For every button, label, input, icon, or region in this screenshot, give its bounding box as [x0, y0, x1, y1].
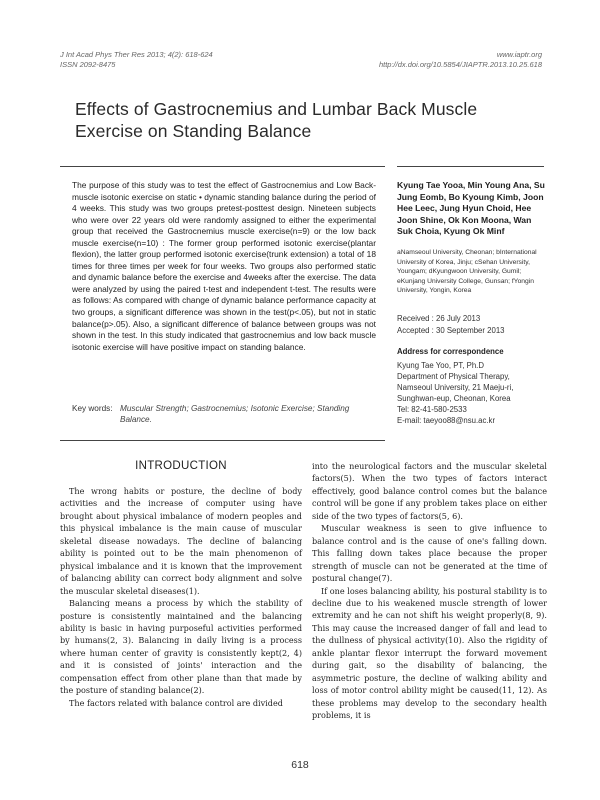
correspondence-line: Kyung Tae Yoo, PT, Ph.D [397, 361, 484, 370]
journal-header [60, 50, 213, 70]
divider [397, 166, 544, 167]
accepted-date: Accepted : 30 September 2013 [397, 325, 505, 335]
correspondence-line: Sunghwan-eup, Cheonan, Korea [397, 394, 511, 403]
section-heading: INTRODUCTION [135, 460, 227, 472]
body-paragraph: The wrong habits or posture, the decline of body activities and the increase of computer using have brought about physical imbalance of modern peoples and this physical imbalance is the main cause of muscular skeletal disease nowadays. The decline of balancing ability is pointed out to be the main phenomenon of physical imbalance and it is known that the improvement of balancing ability can correct body alignment and solve the muscular skeletal diseases(1). [60, 486, 302, 596]
divider [60, 166, 385, 167]
body-column-right [312, 460, 547, 722]
received-date: Received : 26 July 2013 [397, 314, 481, 323]
article-dates [397, 313, 547, 336]
divider [60, 440, 385, 441]
body-paragraph: into the neurological factors and the muscular skeletal factors(5). When the two types of factors interact effectively, good balance control comes but the balance control will be gone if any problem takes place on either side of the two types of factors(5, 6). [312, 461, 547, 521]
keywords-label: Key words: [72, 404, 113, 413]
journal-links [379, 50, 542, 70]
journal-citation: J Int Acad Phys Ther Res 2013; 4(2): 618-624 [60, 50, 213, 59]
correspondence-line: Namseoul University, 21 Maeju-ri, [397, 383, 514, 392]
journal-website[interactable]: www.iaptr.org [496, 50, 542, 59]
correspondence-email[interactable]: E-mail: taeyoo88@nsu.ac.kr [397, 416, 496, 425]
keywords-text: Muscular Strength; Gastrocnemius; Isotonic Exercise; Standing Balance. [120, 404, 350, 424]
page-number: 618 [291, 759, 309, 771]
paper-title: Effects of Gastrocnemius and Lumbar Back Muscle Exercise on Standing Balance [75, 99, 478, 141]
keywords [72, 403, 376, 425]
author-list: Kyung Tae Yooa, Min Young Ana, Su Jung Eomb, Bo Kyoung Kimb, Joon Hee Leec, Jung Hyun Choid, Hee Joon Shine, Ok Kon Moona, Wan Suk Choia, Kyung Ok Minf [397, 180, 545, 236]
correspondence-line: Tel: 82-41-580-2533 [397, 405, 467, 414]
body-paragraph: Muscular weakness is seen to give influence to balance control and is the cause of one's falling down. This falling down takes place because the proper strength of muscle can not be generated at the time of postural change(7). [312, 523, 547, 584]
abstract: The purpose of this study was to test the effect of Gastrocnemius and Low Back-muscle isotonic exercise on static • dynamic standing balance during the period of 4 weeks. This study was two groups pretest-posttest design. Nineteen subjects who were over 22 years old were randomly assigned to either the experimental group that received the Gastrocnemius muscle exercise(n=9) or the low back muscle exercise(n=10) : The former group performed isotonic exercise(plantar flexion), the latter group performed isotonic exercise(trunk extension) a total of 18 times for three times per week for four weeks. Two groups also performed static and dynamic balance before the exercise and 4weeks after the exercise. The data were analyzed by using the paired t-test and independent t-test. The results were as follows: As compared with change of dynamic balance performance capacity at two groups, a significant difference was shown in the test(p<.05), but not in static balance(p>.05). Also, a significant difference of balance between groups was not shown in the test. In this study indicated that gastrocnemius and low back muscle isotonic exercise will have positive impact on standing balance. [72, 180, 376, 352]
body-paragraph: Balancing means a process by which the stability of posture is consistently maintained and the balancing ability is basic in having purposeful activities performed by humans(2, 3). Balancing in daily living is a process where human center of gravity is consistently kept(2, 4) and it is consisted of joints' interaction and the compensation effect from other plane than that made by the posture of standing balance(2). [60, 598, 302, 696]
affiliations: aNamseoul University, Cheonan; bInternational University of Korea, Jinju; cSehan University, Youngam; dKyungwoon University, Gumil; eKunjang University College, Gunsan; fYongin University, Yongin, Korea [397, 249, 537, 295]
body-column-left [60, 485, 302, 709]
journal-issn: ISSN 2092-8475 [60, 60, 116, 69]
journal-doi[interactable]: http://dx.doi.org/10.5854/JIAPTR.2013.10.25.618 [378, 60, 542, 69]
correspondence-heading: Address for correspondence [397, 347, 504, 356]
correspondence-address [397, 360, 545, 426]
correspondence-line: Department of Physical Therapy, [397, 372, 510, 381]
body-paragraph: The factors related with balance control are divided [69, 697, 283, 708]
body-paragraph: If one loses balancing ability, his postural stability is to decline due to his weakened muscle strength of lower extremity and he can not shift his weight properly(8, 9). This may cause the increased danger of fall and lead to the dullness of physical activity(10). Also the rigidity of ankle plantar flexor interrupt the forward movement during gait, so the disability of balancing, the asymmetric posture, the decline of walking ability and loss of motor control ability might be caused(11, 12). As these problems may develop to the secondary health problems, it is [312, 585, 547, 721]
